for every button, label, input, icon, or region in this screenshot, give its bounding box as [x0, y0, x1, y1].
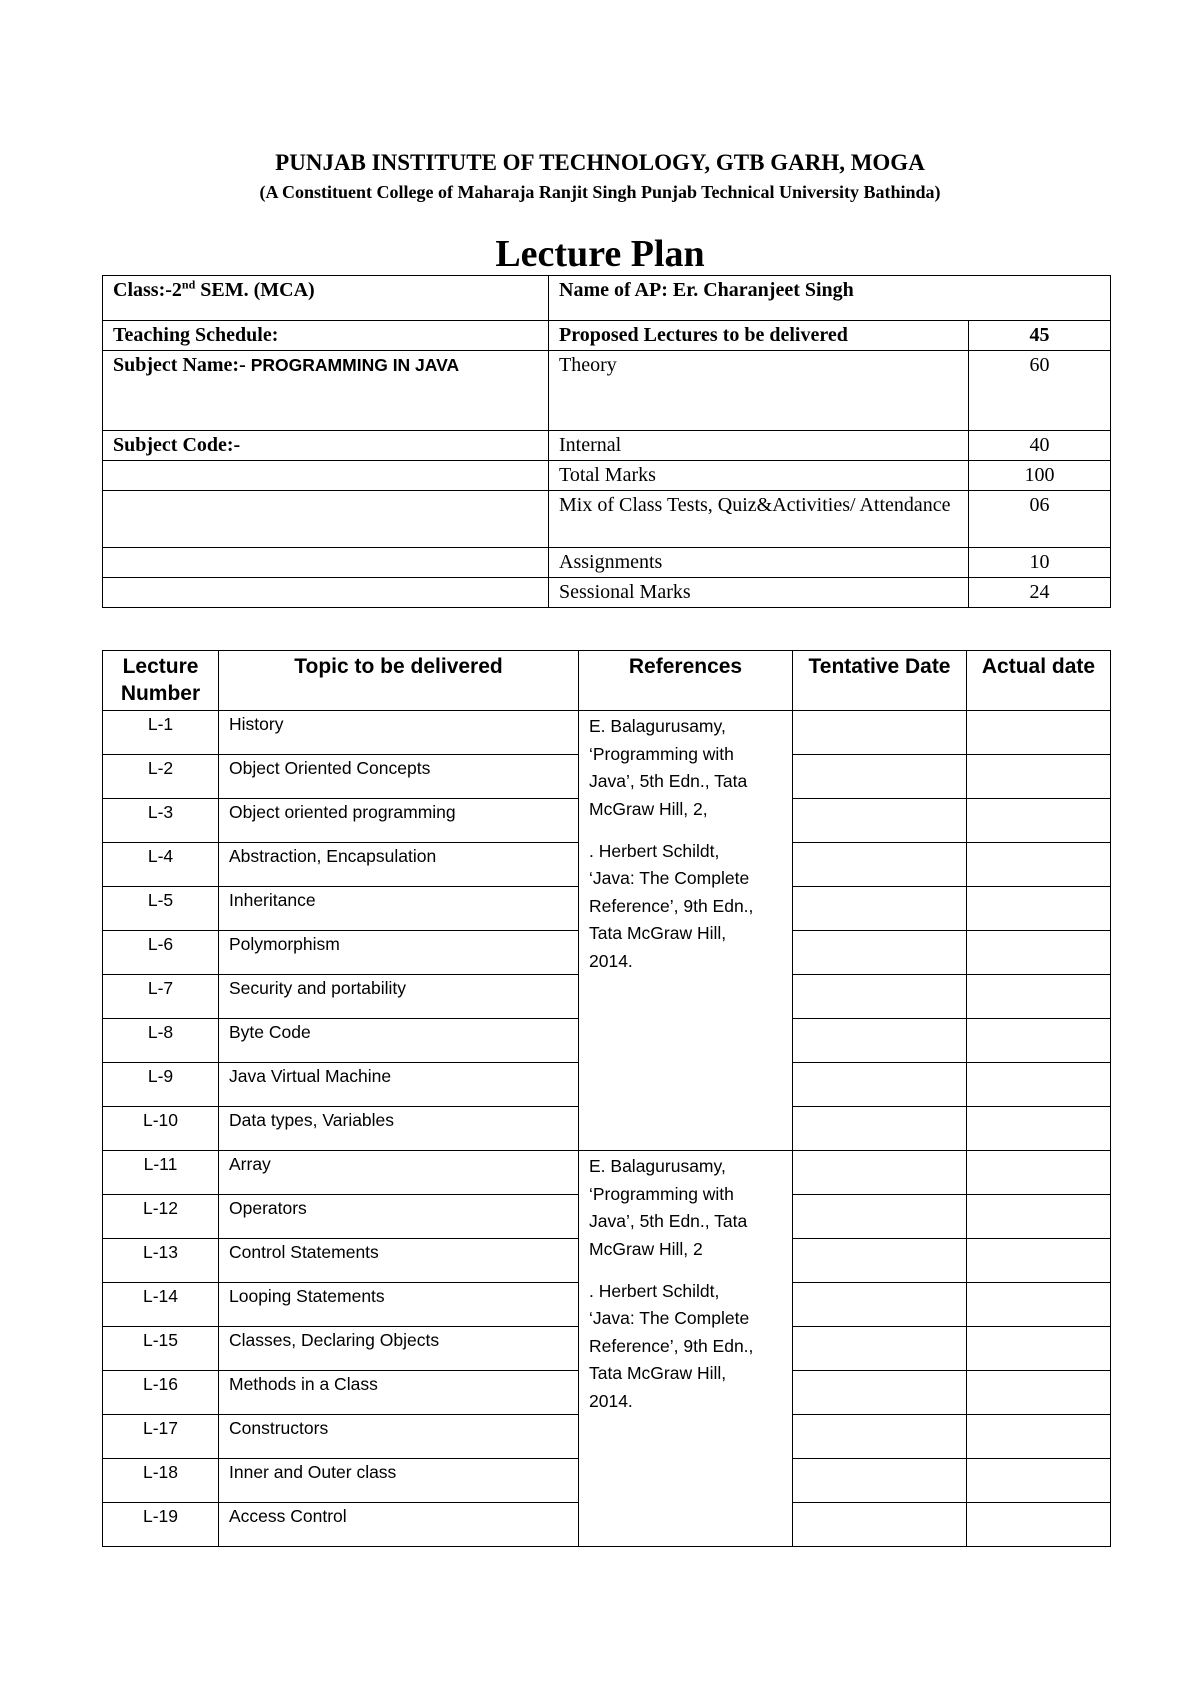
- lecture-number: L-13: [103, 1239, 219, 1283]
- header-actual-date: Actual date: [967, 651, 1111, 711]
- topic: Data types, Variables: [219, 1107, 579, 1151]
- subject-name-label: Subject Name:-: [113, 354, 251, 376]
- topic: Constructors: [219, 1415, 579, 1459]
- actual-date: [967, 1063, 1111, 1107]
- lecture-number: L-7: [103, 975, 219, 1019]
- lecture-number: L-11: [103, 1151, 219, 1195]
- topic: Control Statements: [219, 1239, 579, 1283]
- ap-name: Name of AP: Er. Charanjeet Singh: [549, 276, 1111, 321]
- lecture-plan-table: [102, 650, 1111, 1547]
- actual-date: [967, 755, 1111, 799]
- internal-label: Internal: [549, 431, 969, 461]
- lecture-number: L-10: [103, 1107, 219, 1151]
- tentative-date: [793, 1151, 967, 1195]
- actual-date: [967, 1327, 1111, 1371]
- table-row: [103, 711, 1111, 755]
- tentative-date: [793, 1503, 967, 1547]
- theory-value: 60: [969, 351, 1111, 431]
- tentative-date: [793, 1019, 967, 1063]
- topic: Java Virtual Machine: [219, 1063, 579, 1107]
- tentative-date: [793, 975, 967, 1019]
- tentative-date: [793, 1063, 967, 1107]
- empty-cell: [103, 578, 549, 608]
- topic: Methods in a Class: [219, 1371, 579, 1415]
- lecture-number: L-5: [103, 887, 219, 931]
- topic: Inheritance: [219, 887, 579, 931]
- table-row: [103, 1151, 1111, 1195]
- topic: Inner and Outer class: [219, 1459, 579, 1503]
- class-cell: [103, 276, 549, 321]
- topic: Polymorphism: [219, 931, 579, 975]
- actual-date: [967, 887, 1111, 931]
- class-sup: nd: [181, 277, 196, 292]
- sessional-value: 24: [969, 578, 1111, 608]
- lecture-number: L-8: [103, 1019, 219, 1063]
- institute-subtitle: (A Constituent College of Maharaja Ranjit Singh Punjab Technical University Bathinda): [259, 182, 941, 202]
- topic: Security and portability: [219, 975, 579, 1019]
- assignments-label: Assignments: [549, 548, 969, 578]
- actual-date: [967, 799, 1111, 843]
- lecture-number: L-6: [103, 931, 219, 975]
- lecture-number: L-2: [103, 755, 219, 799]
- actual-date: [967, 975, 1111, 1019]
- empty-cell: [103, 548, 549, 578]
- sessional-label: Sessional Marks: [549, 578, 969, 608]
- header-topic: Topic to be delivered: [219, 651, 579, 711]
- page-title: Lecture Plan: [495, 233, 705, 275]
- tentative-date: [793, 711, 967, 755]
- header-tentative-date: Tentative Date: [793, 651, 967, 711]
- actual-date: [967, 1195, 1111, 1239]
- topic: Access Control: [219, 1503, 579, 1547]
- actual-date: [967, 843, 1111, 887]
- tentative-date: [793, 1327, 967, 1371]
- proposed-lectures-label: Proposed Lectures to be delivered: [549, 321, 969, 351]
- subject-code-label: Subject Code:-: [103, 431, 549, 461]
- topic: Array: [219, 1151, 579, 1195]
- actual-date: [967, 1371, 1111, 1415]
- tentative-date: [793, 1195, 967, 1239]
- lecture-number: L-17: [103, 1415, 219, 1459]
- lecture-number: L-3: [103, 799, 219, 843]
- lecture-number: L-1: [103, 711, 219, 755]
- total-marks-value: 100: [969, 461, 1111, 491]
- institute-name: PUNJAB INSTITUTE OF TECHNOLOGY, GTB GARH, MOGA: [275, 150, 925, 175]
- topic: Classes, Declaring Objects: [219, 1327, 579, 1371]
- tentative-date: [793, 799, 967, 843]
- topic: Object Oriented Concepts: [219, 755, 579, 799]
- lecture-number: L-18: [103, 1459, 219, 1503]
- tentative-date: [793, 1459, 967, 1503]
- topic: Looping Statements: [219, 1283, 579, 1327]
- tentative-date: [793, 755, 967, 799]
- class-label: Class:-2: [113, 279, 182, 301]
- tentative-date: [793, 1239, 967, 1283]
- internal-value: 40: [969, 431, 1111, 461]
- references-cell: [579, 711, 793, 1151]
- lecture-number: L-12: [103, 1195, 219, 1239]
- actual-date: [967, 1459, 1111, 1503]
- references-cell: [579, 1151, 793, 1547]
- empty-cell: [103, 491, 549, 548]
- empty-cell: [103, 461, 549, 491]
- tentative-date: [793, 1283, 967, 1327]
- subject-name-cell: [103, 351, 549, 431]
- tentative-date: [793, 887, 967, 931]
- lecture-number: L-15: [103, 1327, 219, 1371]
- actual-date: [967, 1415, 1111, 1459]
- actual-date: [967, 1283, 1111, 1327]
- subject-name-value: PROGRAMMING IN JAVA: [250, 355, 460, 375]
- header-references: References: [579, 651, 793, 711]
- tentative-date: [793, 1107, 967, 1151]
- actual-date: [967, 1151, 1111, 1195]
- actual-date: [967, 711, 1111, 755]
- reference-schildt: . Herbert Schildt, ‘Java: The Complete Reference’, 9th Edn., Tata McGraw Hill, 2014.: [589, 1280, 754, 1412]
- tentative-date: [793, 843, 967, 887]
- reference-balagurusamy: E. Balagurusamy, ‘Programming with Java’, 5th Edn., Tata McGraw Hill, 2: [589, 1156, 748, 1259]
- reference-balagurusamy: E. Balagurusamy, ‘Programming with Java’, 5th Edn., Tata McGraw Hill, 2,: [589, 716, 748, 819]
- actual-date: [967, 1239, 1111, 1283]
- lecture-number: L-9: [103, 1063, 219, 1107]
- total-marks-label: Total Marks: [549, 461, 969, 491]
- tentative-date: [793, 1371, 967, 1415]
- actual-date: [967, 1107, 1111, 1151]
- tentative-date: [793, 1415, 967, 1459]
- mix-value: 06: [969, 491, 1111, 548]
- topic: Byte Code: [219, 1019, 579, 1063]
- reference-schildt: . Herbert Schildt, ‘Java: The Complete Reference’, 9th Edn., Tata McGraw Hill, 2014.: [589, 840, 754, 972]
- tentative-date: [793, 931, 967, 975]
- theory-label: Theory: [549, 351, 969, 431]
- lecture-number: L-19: [103, 1503, 219, 1547]
- actual-date: [967, 1019, 1111, 1063]
- topic: Abstraction, Encapsulation: [219, 843, 579, 887]
- topic: Object oriented programming: [219, 799, 579, 843]
- lecture-number: L-4: [103, 843, 219, 887]
- assignments-value: 10: [969, 548, 1111, 578]
- mix-label: Mix of Class Tests, Quiz&Activities/ Attendance: [549, 491, 969, 548]
- course-info-table: [102, 275, 1111, 608]
- lecture-number: L-14: [103, 1283, 219, 1327]
- actual-date: [967, 1503, 1111, 1547]
- class-suffix: SEM. (MCA): [195, 279, 315, 301]
- header-lecture-number: Lecture Number: [103, 651, 219, 711]
- actual-date: [967, 931, 1111, 975]
- topic: Operators: [219, 1195, 579, 1239]
- topic: History: [219, 711, 579, 755]
- proposed-lectures-value: 45: [969, 321, 1111, 351]
- teaching-schedule-label: Teaching Schedule:: [103, 321, 549, 351]
- lecture-number: L-16: [103, 1371, 219, 1415]
